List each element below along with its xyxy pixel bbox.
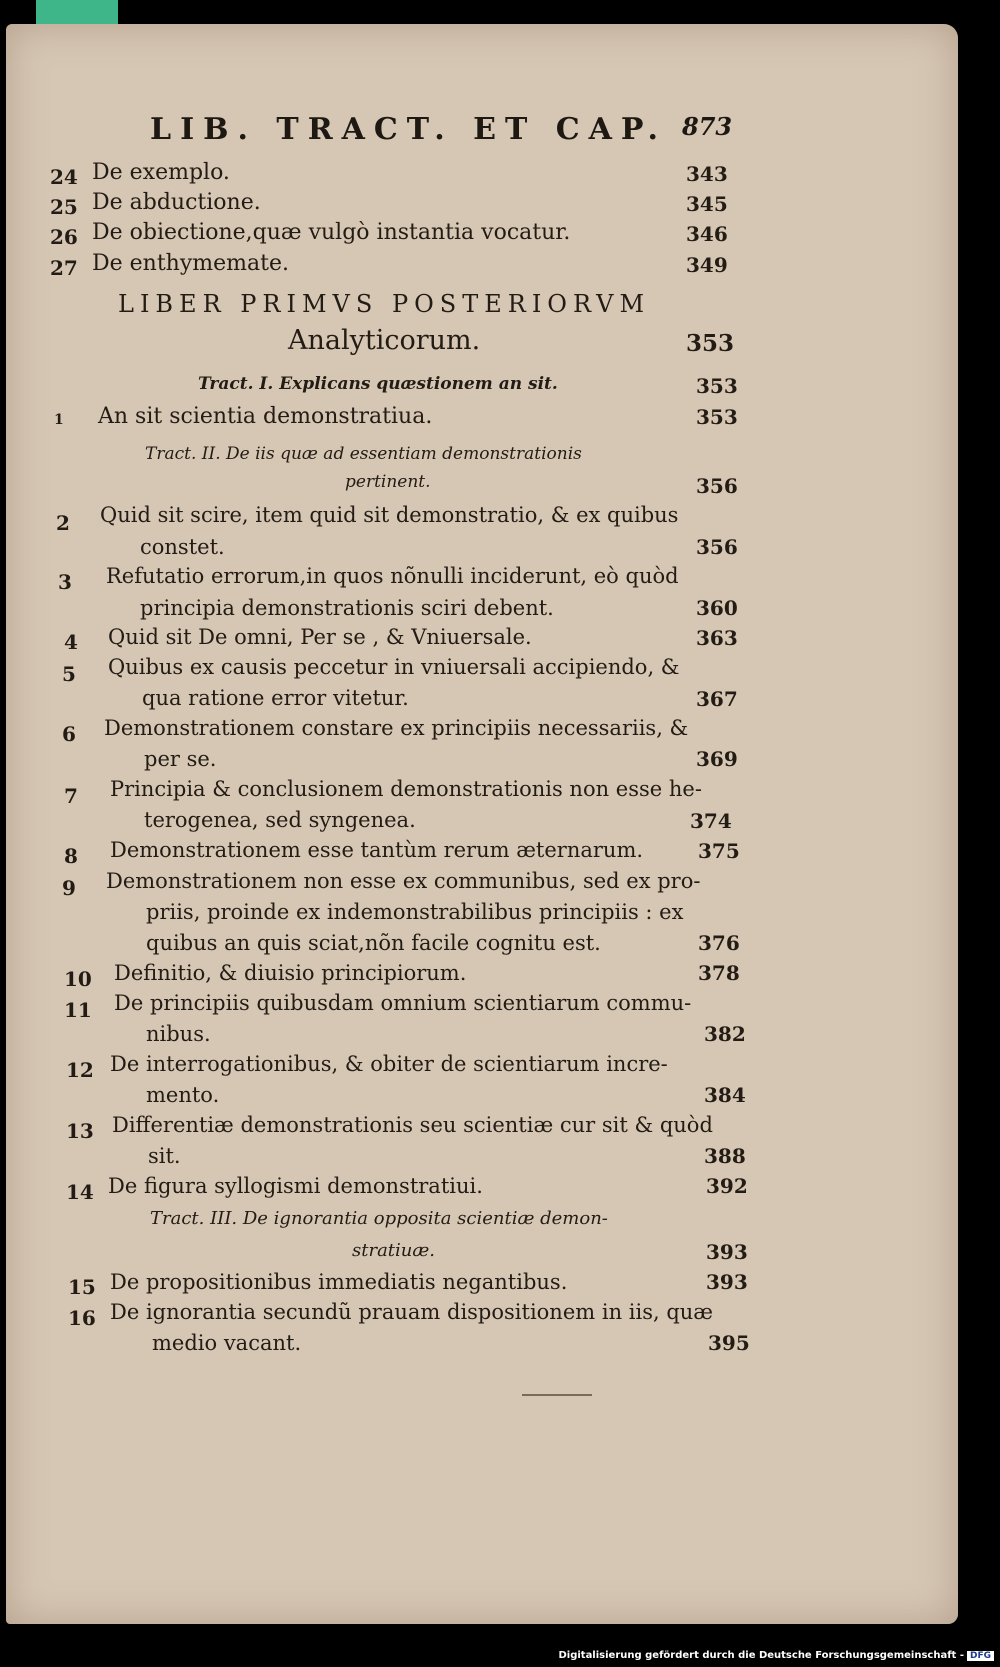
entry-number: 24 xyxy=(50,165,78,189)
section-page: 353 xyxy=(686,330,735,357)
entry-page: 349 xyxy=(686,253,728,277)
entry-title: Refutatio errorum,in quos nõnulli inciderunt, eò quòd xyxy=(106,564,679,588)
entry-title-cont: nibus. xyxy=(146,1022,211,1046)
entry-title: De principiis quibusdam omnium scientiarum commu- xyxy=(114,991,692,1015)
entry-title: Demonstrationem constare ex principiis necessariis, & xyxy=(104,716,689,740)
tract-page: 353 xyxy=(696,374,738,398)
entry-number: 2 xyxy=(56,511,70,535)
entry-number: 10 xyxy=(64,967,92,991)
entry-title: De interrogationibus, & obiter de scientiarum incre- xyxy=(110,1052,668,1076)
entry-number: 12 xyxy=(66,1058,94,1082)
entry-title-cont: quibus an quis sciat,nõn facile cognitu est. xyxy=(146,931,601,955)
entry-page: 346 xyxy=(686,222,728,246)
entry-number: 15 xyxy=(68,1275,96,1299)
tract-page: 356 xyxy=(696,474,738,498)
digitization-footer xyxy=(558,1650,994,1661)
entry-title: Demonstrationem non esse ex communibus, sed ex pro- xyxy=(106,869,701,893)
entry-title-cont: constet. xyxy=(140,535,225,559)
entry-page: 375 xyxy=(698,839,740,863)
entry-page: 395 xyxy=(708,1331,750,1355)
entry-title-cont: terogenea, sed syngenea. xyxy=(144,808,416,832)
entry-number: 5 xyxy=(62,662,76,686)
entry-number: 7 xyxy=(64,784,78,808)
entry-title: De ignorantia secundũ prauam dispositionem in iis, quæ xyxy=(110,1300,714,1324)
entry-title-cont: qua ratione error vitetur. xyxy=(142,686,409,710)
entry-number: 8 xyxy=(64,844,78,868)
entry-title: De exemplo. xyxy=(92,160,230,185)
dfg-logo: DFG xyxy=(967,1651,994,1661)
entry-number: 25 xyxy=(50,195,78,219)
entry-title: De abductione. xyxy=(92,190,261,215)
tract-heading: Tract. I. Explicans quæstionem an sit. xyxy=(198,374,558,394)
entry-title-cont: sit. xyxy=(148,1144,181,1168)
entry-page: 343 xyxy=(686,162,728,186)
entry-page: 384 xyxy=(704,1083,746,1107)
entry-number: 6 xyxy=(62,722,76,746)
entry-page: 367 xyxy=(696,687,738,711)
end-rule xyxy=(522,1394,592,1396)
entry-page: 388 xyxy=(704,1144,746,1168)
entry-title: Quid sit De omni, Per se , & Vniuersale. xyxy=(108,625,532,649)
entry-page: 374 xyxy=(690,809,732,833)
entry-title-cont: priis, proinde ex indemonstrabilibus principiis : ex xyxy=(146,900,684,924)
entry-title: De enthymemate. xyxy=(92,251,289,276)
entry-number: 27 xyxy=(50,256,78,280)
tract-heading: Tract. II. De iis quæ ad essentiam demonstrationis xyxy=(145,444,582,464)
tract-heading-cont: pertinent. xyxy=(345,472,431,492)
entry-title: Quid sit scire, item quid sit demonstratio, & ex quibus xyxy=(100,503,679,527)
entry-number: 16 xyxy=(68,1306,96,1330)
entry-number: 14 xyxy=(66,1180,94,1204)
entry-title-cont: mento. xyxy=(146,1083,220,1107)
section-heading: LIBER PRIMVS POSTERIORVM xyxy=(118,290,651,318)
entry-number: 13 xyxy=(66,1119,94,1143)
entry-page: 392 xyxy=(706,1174,748,1198)
entry-page: 382 xyxy=(704,1022,746,1046)
entry-number: 4 xyxy=(64,630,78,654)
entry-title-cont: per se. xyxy=(144,747,217,771)
entry-title-cont: medio vacant. xyxy=(152,1331,302,1355)
entry-page: 393 xyxy=(706,1270,748,1294)
entry-title: Demonstrationem esse tantùm rerum æternarum. xyxy=(110,838,644,862)
entry-title: Differentiæ demonstrationis seu scientiæ cur sit & quòd xyxy=(112,1113,713,1137)
entry-title: Principia & conclusionem demonstrationis non esse he- xyxy=(110,777,702,801)
entry-page: 376 xyxy=(698,931,740,955)
entry-number: 1 xyxy=(54,412,64,428)
entry-title-cont: principia demonstrationis sciri debent. xyxy=(140,596,554,620)
entry-title: Quibus ex causis peccetur in vniuersali accipiendo, & xyxy=(108,655,680,679)
entry-title: An sit scientia demonstratiua. xyxy=(98,404,433,429)
entry-number: 11 xyxy=(64,998,92,1022)
entry-title: Definitio, & diuisio principiorum. xyxy=(114,961,467,985)
tract-page: 393 xyxy=(706,1240,748,1264)
entry-page: 345 xyxy=(686,192,728,216)
section-subheading: Analyticorum. xyxy=(288,325,481,356)
running-header: LIB. TRACT. ET CAP. xyxy=(150,112,667,147)
entry-page: 353 xyxy=(696,405,738,429)
page-number: 873 xyxy=(682,112,733,141)
entry-number: 9 xyxy=(62,876,76,900)
entry-number: 3 xyxy=(58,570,72,594)
entry-title: De propositionibus immediatis negantibus. xyxy=(110,1270,568,1294)
entry-page: 356 xyxy=(696,535,738,559)
entry-title: De obiectione,quæ vulgò instantia vocatur. xyxy=(92,220,571,245)
entry-page: 363 xyxy=(696,626,738,650)
entry-number: 26 xyxy=(50,225,78,249)
entry-page: 360 xyxy=(696,596,738,620)
entry-page: 369 xyxy=(696,747,738,771)
entry-page: 378 xyxy=(698,961,740,985)
tract-heading-cont: stratiuæ. xyxy=(352,1240,436,1261)
tract-heading: Tract. III. De ignorantia opposita scientiæ demon- xyxy=(150,1208,608,1229)
footer-text: Digitalisierung gefördert durch die Deutsche Forschungsgemeinschaft - xyxy=(558,1650,964,1661)
entry-title: De figura syllogismi demonstratiui. xyxy=(108,1174,483,1198)
